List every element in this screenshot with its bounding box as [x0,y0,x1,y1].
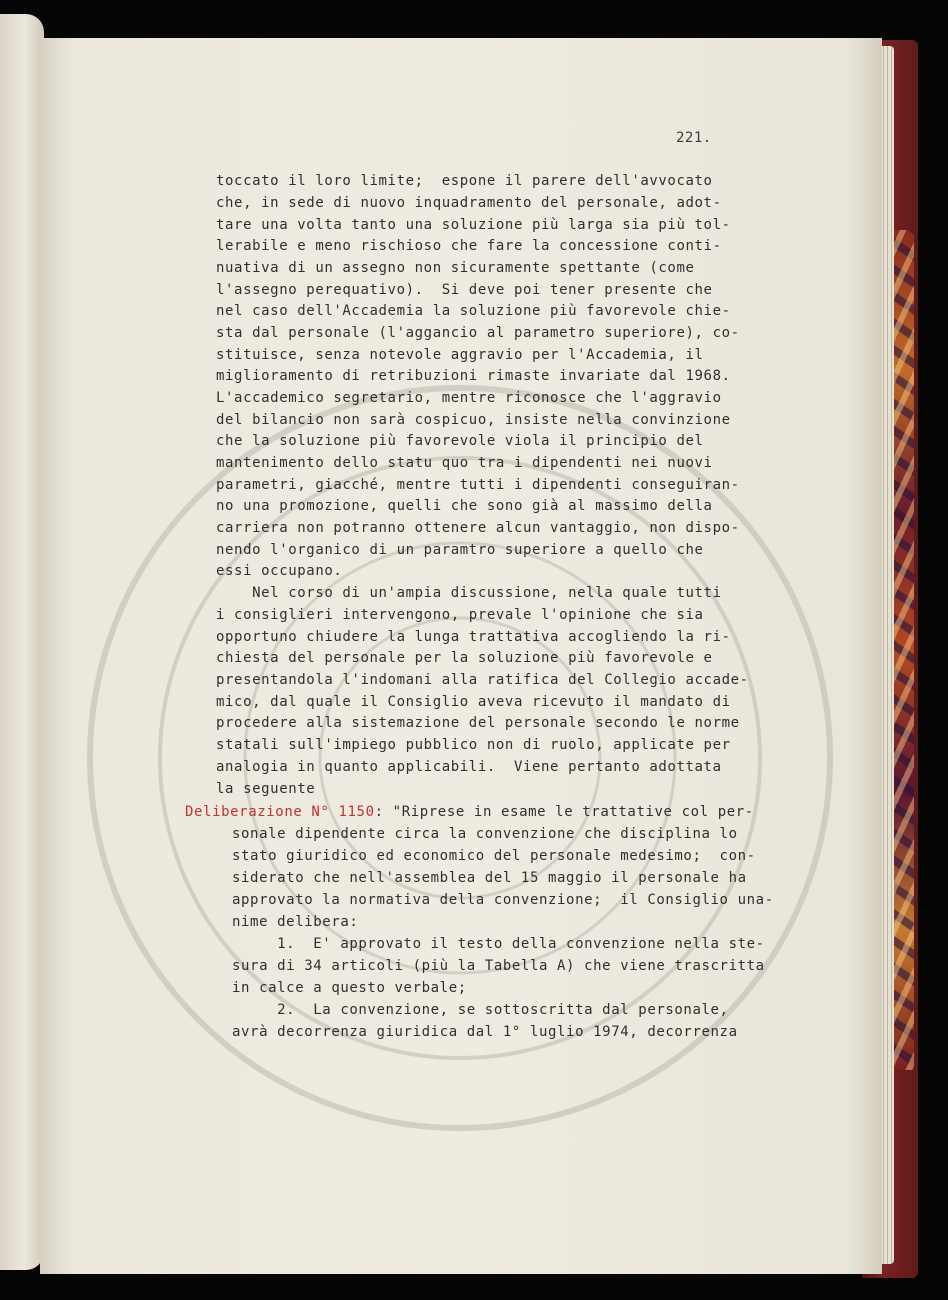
text-line: analogia in quanto applicabili. Viene pertanto adottata [216,759,722,775]
text-line: statali sull'impiego pubblico non di ruolo, applicate per [216,737,731,753]
text-line: stituisce, senza notevole aggravio per l'Accademia, il [216,347,704,363]
text-line: parametri, giacché, mentre tutti i dipendenti conseguiran- [216,477,740,493]
text-line: che, in sede di nuovo inquadramento del personale, adot- [216,195,722,211]
text-line: lerabile e meno rischioso che fare la concessione conti- [216,238,722,254]
text-line: in calce a questo verbale; [232,980,467,996]
text-line: miglioramento di retribuzioni rimaste invariate dal 1968. [216,368,731,384]
text-line: nel caso dell'Accademia la soluzione più favorevole chie- [216,303,731,319]
text-line: i consiglieri intervengono, prevale l'opinione che sia [216,607,704,623]
text-line: L'accademico segretario, mentre riconosce che l'aggravio [216,390,722,406]
text-line: mico, dal quale il Consiglio aveva ricevuto il mandato di [216,694,731,710]
text-line: che la soluzione più favorevole viola il principio del [216,433,704,449]
text-line: essi occupano. [216,563,343,579]
text-line: la seguente [216,781,316,797]
text-line: 2. La convenzione, se sottoscritta dal personale, [232,1002,729,1018]
text-line: no una promozione, quelli che sono già al massimo della [216,498,713,514]
text-line: mantenimento dello statu quo tra i dipendenti nei nuovi [216,455,713,471]
text-line: stato giuridico ed economico del personale medesimo; con- [232,848,756,864]
text-line: 1. E' approvato il testo della convenzione nella ste- [232,936,765,952]
text-line: Nel corso di un'ampia discussione, nella quale tutti [216,585,722,601]
text-line: tare una volta tanto una soluzione più larga sia più tol- [216,217,731,233]
text-line: sura di 34 articoli (più la Tabella A) che viene trascritta [232,958,765,974]
text-line: siderato che nell'assemblea del 15 maggio il personale ha [232,870,747,886]
text-line: toccato il loro limite; espone il parere dell'avvocato [216,173,713,189]
deliberation-label: Deliberazione N° 1150 [185,804,375,820]
text-line: opportuno chiudere la lunga trattativa accogliendo la ri- [216,629,731,645]
text-line: del bilancio non sarà cospicuo, insiste nella convinzione [216,412,731,428]
text-line: presentandola l'indomani alla ratifica del Collegio accade- [216,672,749,688]
deliberation-text: : "Riprese in esame le trattative col per- [374,804,754,820]
text-line: nime delibera: [232,914,359,930]
text-line: procedere alla sistemazione del personale secondo le norme [216,715,740,731]
text-line: sta dal personale (l'aggancio al parametro superiore), co- [216,325,740,341]
previous-page-edge [0,14,44,1270]
text-line: avrà decorrenza giuridica dal 1° luglio 1974, decorrenza [232,1024,738,1040]
page-number: 221. [676,130,712,146]
text-line: l'assegno perequativo). Si deve poi tener presente che [216,282,713,298]
deliberation-first-line [185,803,754,821]
text-line: nendo l'organico di un paramtro superiore a quello che [216,542,704,558]
text-line: chiesta del personale per la soluzione più favorevole e [216,650,713,666]
text-line: carriera non potranno ottenere alcun vantaggio, non dispo- [216,520,740,536]
text-line: approvato la normativa della convenzione; il Consiglio una- [232,892,774,908]
text-line: sonale dipendente circa la convenzione che disciplina lo [232,826,738,842]
text-line: nuativa di un assegno non sicuramente spettante (come [216,260,695,276]
